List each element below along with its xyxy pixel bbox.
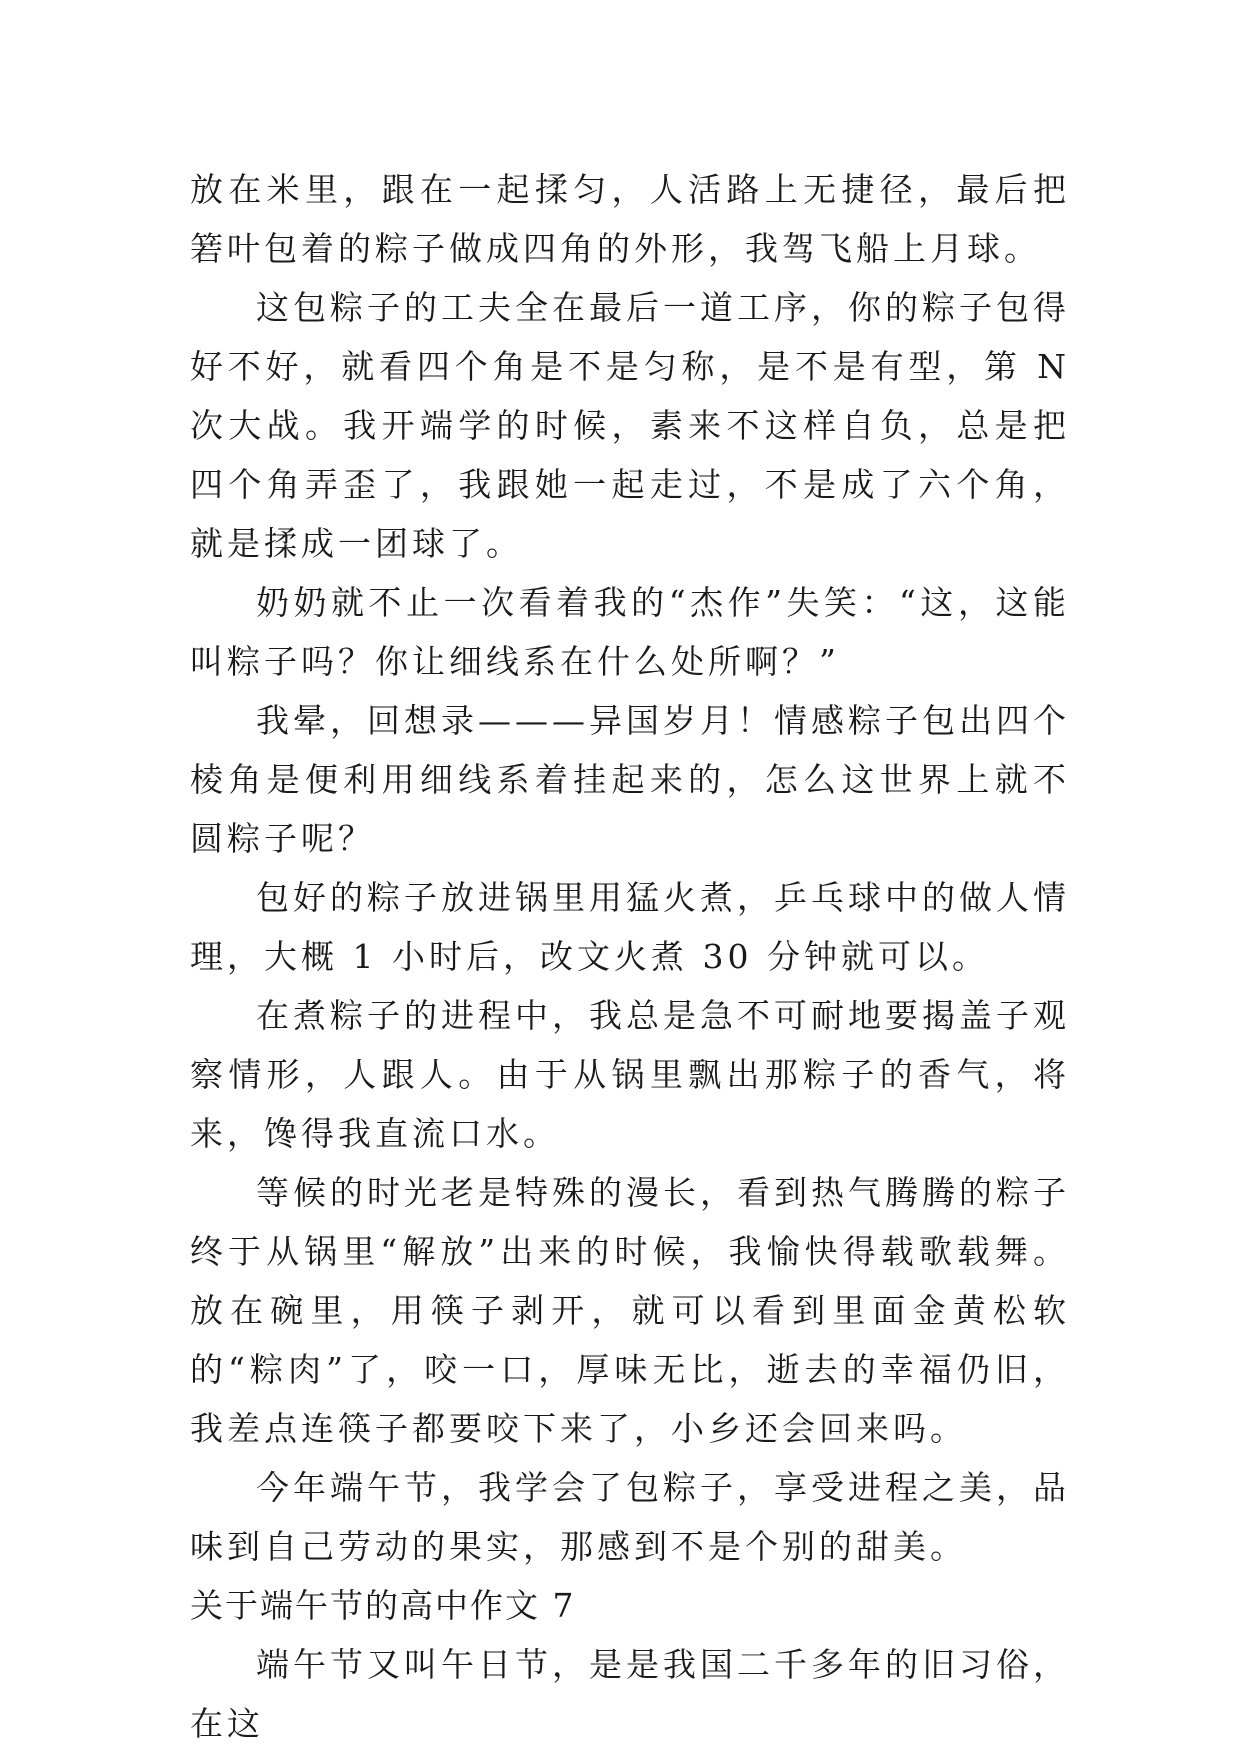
paragraph: 放在米里，跟在一起揉匀，人活路上无捷径，最后把箬叶包着的粽子做成四角的外形，我驾飞船上月球。 bbox=[190, 170, 1070, 268]
paragraph: 端午节又叫午日节，是是我国二千多年的旧习俗，在这 bbox=[190, 1645, 1070, 1743]
paragraph: 在煮粽子的进程中，我总是急不可耐地要揭盖子观察情形，人跟人。由于从锅里飘出那粽子的香气，将来，馋得我直流口水。 bbox=[190, 996, 1070, 1153]
paragraph: 我晕，回想录———异国岁月！情感粽子包出四个棱角是便利用细线系着挂起来的，怎么这世界上就不圆粽子呢？ bbox=[190, 701, 1070, 858]
essay-body bbox=[190, 160, 1070, 1753]
paragraph: 奶奶就不止一次看着我的“杰作”失笑：“这，这能叫粽子吗？你让细线系在什么处所啊？” bbox=[190, 583, 1070, 681]
paragraph: 等候的时光老是特殊的漫长，看到热气腾腾的粽子终于从锅里“解放”出来的时候，我愉快得载歌载舞。放在碗里，用筷子剥开，就可以看到里面金黄松软的“粽肉”了，咬一口，厚味无比，逝去的幸福仍旧，我差点连筷子都要咬下来了，小乡还会回来吗。 bbox=[190, 1173, 1070, 1448]
paragraph: 今年端午节，我学会了包粽子，享受进程之美，品味到自己劳动的果实，那感到不是个别的甜美。 bbox=[190, 1468, 1070, 1566]
section-heading: 关于端午节的高中作文 7 bbox=[190, 1586, 576, 1625]
paragraph: 这包粽子的工夫全在最后一道工序，你的粽子包得好不好，就看四个角是不是匀称，是不是有型，第 N 次大战。我开端学的时候，素来不这样自负，总是把四个角弄歪了，我跟她一起走过，不是成了六个角，就是揉成一团球了。 bbox=[190, 288, 1070, 563]
paragraph: 包好的粽子放进锅里用猛火煮，乒乓球中的做人情理，大概 1 小时后，改文火煮 30 分钟就可以。 bbox=[190, 878, 1070, 976]
